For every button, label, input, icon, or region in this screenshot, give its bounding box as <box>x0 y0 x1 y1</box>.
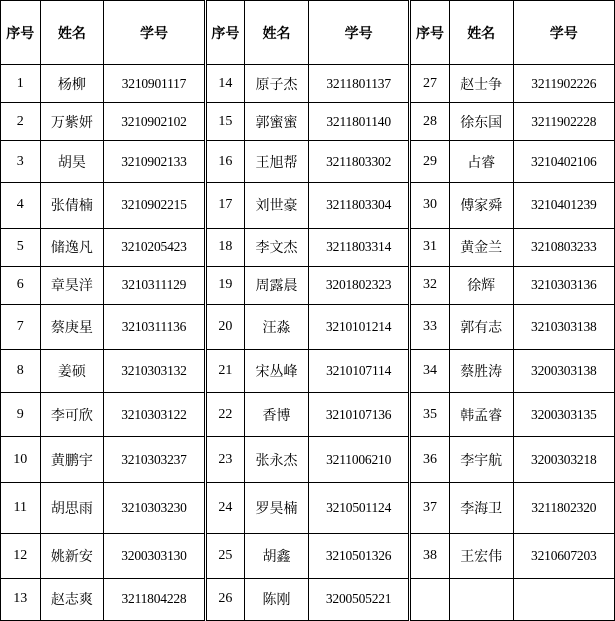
name-cell: 姜硕 <box>40 349 104 392</box>
seq-cell: 37 <box>410 483 450 533</box>
name-cell: 罗昊楠 <box>245 483 309 533</box>
seq-cell: 18 <box>205 228 245 266</box>
seq-cell: 27 <box>410 65 450 103</box>
seq-cell: 11 <box>1 483 41 533</box>
header-student-id: 学号 <box>513 1 614 65</box>
header-seq: 序号 <box>205 1 245 65</box>
name-cell: 郭有志 <box>449 304 513 349</box>
name-cell: 徐辉 <box>449 266 513 304</box>
table-row <box>1 483 615 533</box>
student-id-cell: 3201802323 <box>308 266 409 304</box>
table-row <box>1 393 615 437</box>
seq-cell: 38 <box>410 533 450 578</box>
student-id-cell: 3210101214 <box>308 304 409 349</box>
name-cell: 蔡庚星 <box>40 304 104 349</box>
name-cell: 张倩楠 <box>40 183 104 228</box>
table-row <box>1 141 615 183</box>
student-id-cell: 3211802320 <box>513 483 614 533</box>
seq-cell: 30 <box>410 183 450 228</box>
student-id-cell: 3210303237 <box>104 437 205 483</box>
table-row <box>1 304 615 349</box>
seq-cell: 20 <box>205 304 245 349</box>
seq-cell: 12 <box>1 533 41 578</box>
seq-cell <box>410 578 450 620</box>
student-id-cell: 3210402106 <box>513 141 614 183</box>
name-cell: 陈刚 <box>245 578 309 620</box>
student-id-cell: 3210311136 <box>104 304 205 349</box>
name-cell: 汪淼 <box>245 304 309 349</box>
table-row <box>1 437 615 483</box>
seq-cell: 8 <box>1 349 41 392</box>
name-cell: 香博 <box>245 393 309 437</box>
seq-cell: 13 <box>1 578 41 620</box>
seq-cell: 33 <box>410 304 450 349</box>
name-cell: 王旭帮 <box>245 141 309 183</box>
student-id-cell: 3211803302 <box>308 141 409 183</box>
student-id-cell: 3210303132 <box>104 349 205 392</box>
name-cell: 张永杰 <box>245 437 309 483</box>
name-cell: 赵志爽 <box>40 578 104 620</box>
student-id-cell: 3211801137 <box>308 65 409 103</box>
seq-cell: 23 <box>205 437 245 483</box>
student-id-cell: 3210303230 <box>104 483 205 533</box>
header-seq: 序号 <box>1 1 41 65</box>
name-cell: 郭蜜蜜 <box>245 103 309 141</box>
seq-cell: 36 <box>410 437 450 483</box>
seq-cell: 4 <box>1 183 41 228</box>
table-row <box>1 65 615 103</box>
name-cell: 李可欣 <box>40 393 104 437</box>
table-row <box>1 533 615 578</box>
student-id-cell: 3210902215 <box>104 183 205 228</box>
student-id-cell: 3210401239 <box>513 183 614 228</box>
table-body <box>1 65 615 621</box>
student-id-cell: 3210107136 <box>308 393 409 437</box>
header-name: 姓名 <box>40 1 104 65</box>
seq-cell: 21 <box>205 349 245 392</box>
student-id-cell: 3211803304 <box>308 183 409 228</box>
name-cell: 章昊洋 <box>40 266 104 304</box>
seq-cell: 34 <box>410 349 450 392</box>
student-id-cell: 3211902226 <box>513 65 614 103</box>
table-row <box>1 103 615 141</box>
seq-cell: 26 <box>205 578 245 620</box>
student-id-cell: 3200303135 <box>513 393 614 437</box>
seq-cell: 15 <box>205 103 245 141</box>
student-id-cell: 3211801140 <box>308 103 409 141</box>
table-header-row <box>1 1 615 65</box>
seq-cell: 6 <box>1 266 41 304</box>
name-cell: 周露晨 <box>245 266 309 304</box>
seq-cell: 17 <box>205 183 245 228</box>
seq-cell: 16 <box>205 141 245 183</box>
seq-cell: 1 <box>1 65 41 103</box>
name-cell: 储逸凡 <box>40 228 104 266</box>
name-cell: 万紫妍 <box>40 103 104 141</box>
name-cell: 刘世豪 <box>245 183 309 228</box>
student-id-cell: 3210311129 <box>104 266 205 304</box>
name-cell: 姚新安 <box>40 533 104 578</box>
student-id-cell: 3210803233 <box>513 228 614 266</box>
name-cell: 胡鑫 <box>245 533 309 578</box>
name-cell: 赵士争 <box>449 65 513 103</box>
seq-cell: 35 <box>410 393 450 437</box>
table-row <box>1 578 615 620</box>
header-student-id: 学号 <box>308 1 409 65</box>
student-id-cell: 3200505221 <box>308 578 409 620</box>
name-cell: 李宇航 <box>449 437 513 483</box>
name-cell: 原子杰 <box>245 65 309 103</box>
table-row <box>1 183 615 228</box>
name-cell: 占睿 <box>449 141 513 183</box>
seq-cell: 24 <box>205 483 245 533</box>
name-cell: 王宏伟 <box>449 533 513 578</box>
seq-cell: 5 <box>1 228 41 266</box>
student-id-cell: 3200303218 <box>513 437 614 483</box>
seq-cell: 28 <box>410 103 450 141</box>
header-seq: 序号 <box>410 1 450 65</box>
name-cell: 李文杰 <box>245 228 309 266</box>
seq-cell: 7 <box>1 304 41 349</box>
student-id-cell: 3210303136 <box>513 266 614 304</box>
student-id-cell: 3200303130 <box>104 533 205 578</box>
table-row <box>1 228 615 266</box>
seq-cell: 29 <box>410 141 450 183</box>
student-id-cell: 3211804228 <box>104 578 205 620</box>
student-id-cell: 3210902133 <box>104 141 205 183</box>
student-id-cell: 3210902102 <box>104 103 205 141</box>
seq-cell: 31 <box>410 228 450 266</box>
name-cell: 韩孟睿 <box>449 393 513 437</box>
seq-cell: 3 <box>1 141 41 183</box>
name-cell: 杨柳 <box>40 65 104 103</box>
student-id-cell: 3210501326 <box>308 533 409 578</box>
seq-cell: 25 <box>205 533 245 578</box>
student-id-cell <box>513 578 614 620</box>
student-id-cell: 3210607203 <box>513 533 614 578</box>
name-cell: 蔡胜涛 <box>449 349 513 392</box>
header-student-id: 学号 <box>104 1 205 65</box>
student-id-cell: 3210303122 <box>104 393 205 437</box>
name-cell: 李海卫 <box>449 483 513 533</box>
student-id-cell: 3210205423 <box>104 228 205 266</box>
table-row <box>1 266 615 304</box>
student-id-cell: 3210303138 <box>513 304 614 349</box>
student-id-cell: 3211803314 <box>308 228 409 266</box>
student-id-cell: 3210501124 <box>308 483 409 533</box>
name-cell <box>449 578 513 620</box>
name-cell: 黄金兰 <box>449 228 513 266</box>
name-cell: 宋丛峰 <box>245 349 309 392</box>
seq-cell: 32 <box>410 266 450 304</box>
name-cell: 胡昊 <box>40 141 104 183</box>
seq-cell: 22 <box>205 393 245 437</box>
seq-cell: 9 <box>1 393 41 437</box>
name-cell: 黄鹏宇 <box>40 437 104 483</box>
seq-cell: 19 <box>205 266 245 304</box>
student-id-cell: 3211006210 <box>308 437 409 483</box>
name-cell: 胡思雨 <box>40 483 104 533</box>
table-row <box>1 349 615 392</box>
header-name: 姓名 <box>245 1 309 65</box>
name-cell: 徐东国 <box>449 103 513 141</box>
seq-cell: 14 <box>205 65 245 103</box>
name-cell: 傅家舜 <box>449 183 513 228</box>
seq-cell: 2 <box>1 103 41 141</box>
student-id-cell: 3211902228 <box>513 103 614 141</box>
seq-cell: 10 <box>1 437 41 483</box>
student-id-cell: 3210107114 <box>308 349 409 392</box>
student-id-cell: 3200303138 <box>513 349 614 392</box>
header-name: 姓名 <box>449 1 513 65</box>
student-id-cell: 3210901117 <box>104 65 205 103</box>
